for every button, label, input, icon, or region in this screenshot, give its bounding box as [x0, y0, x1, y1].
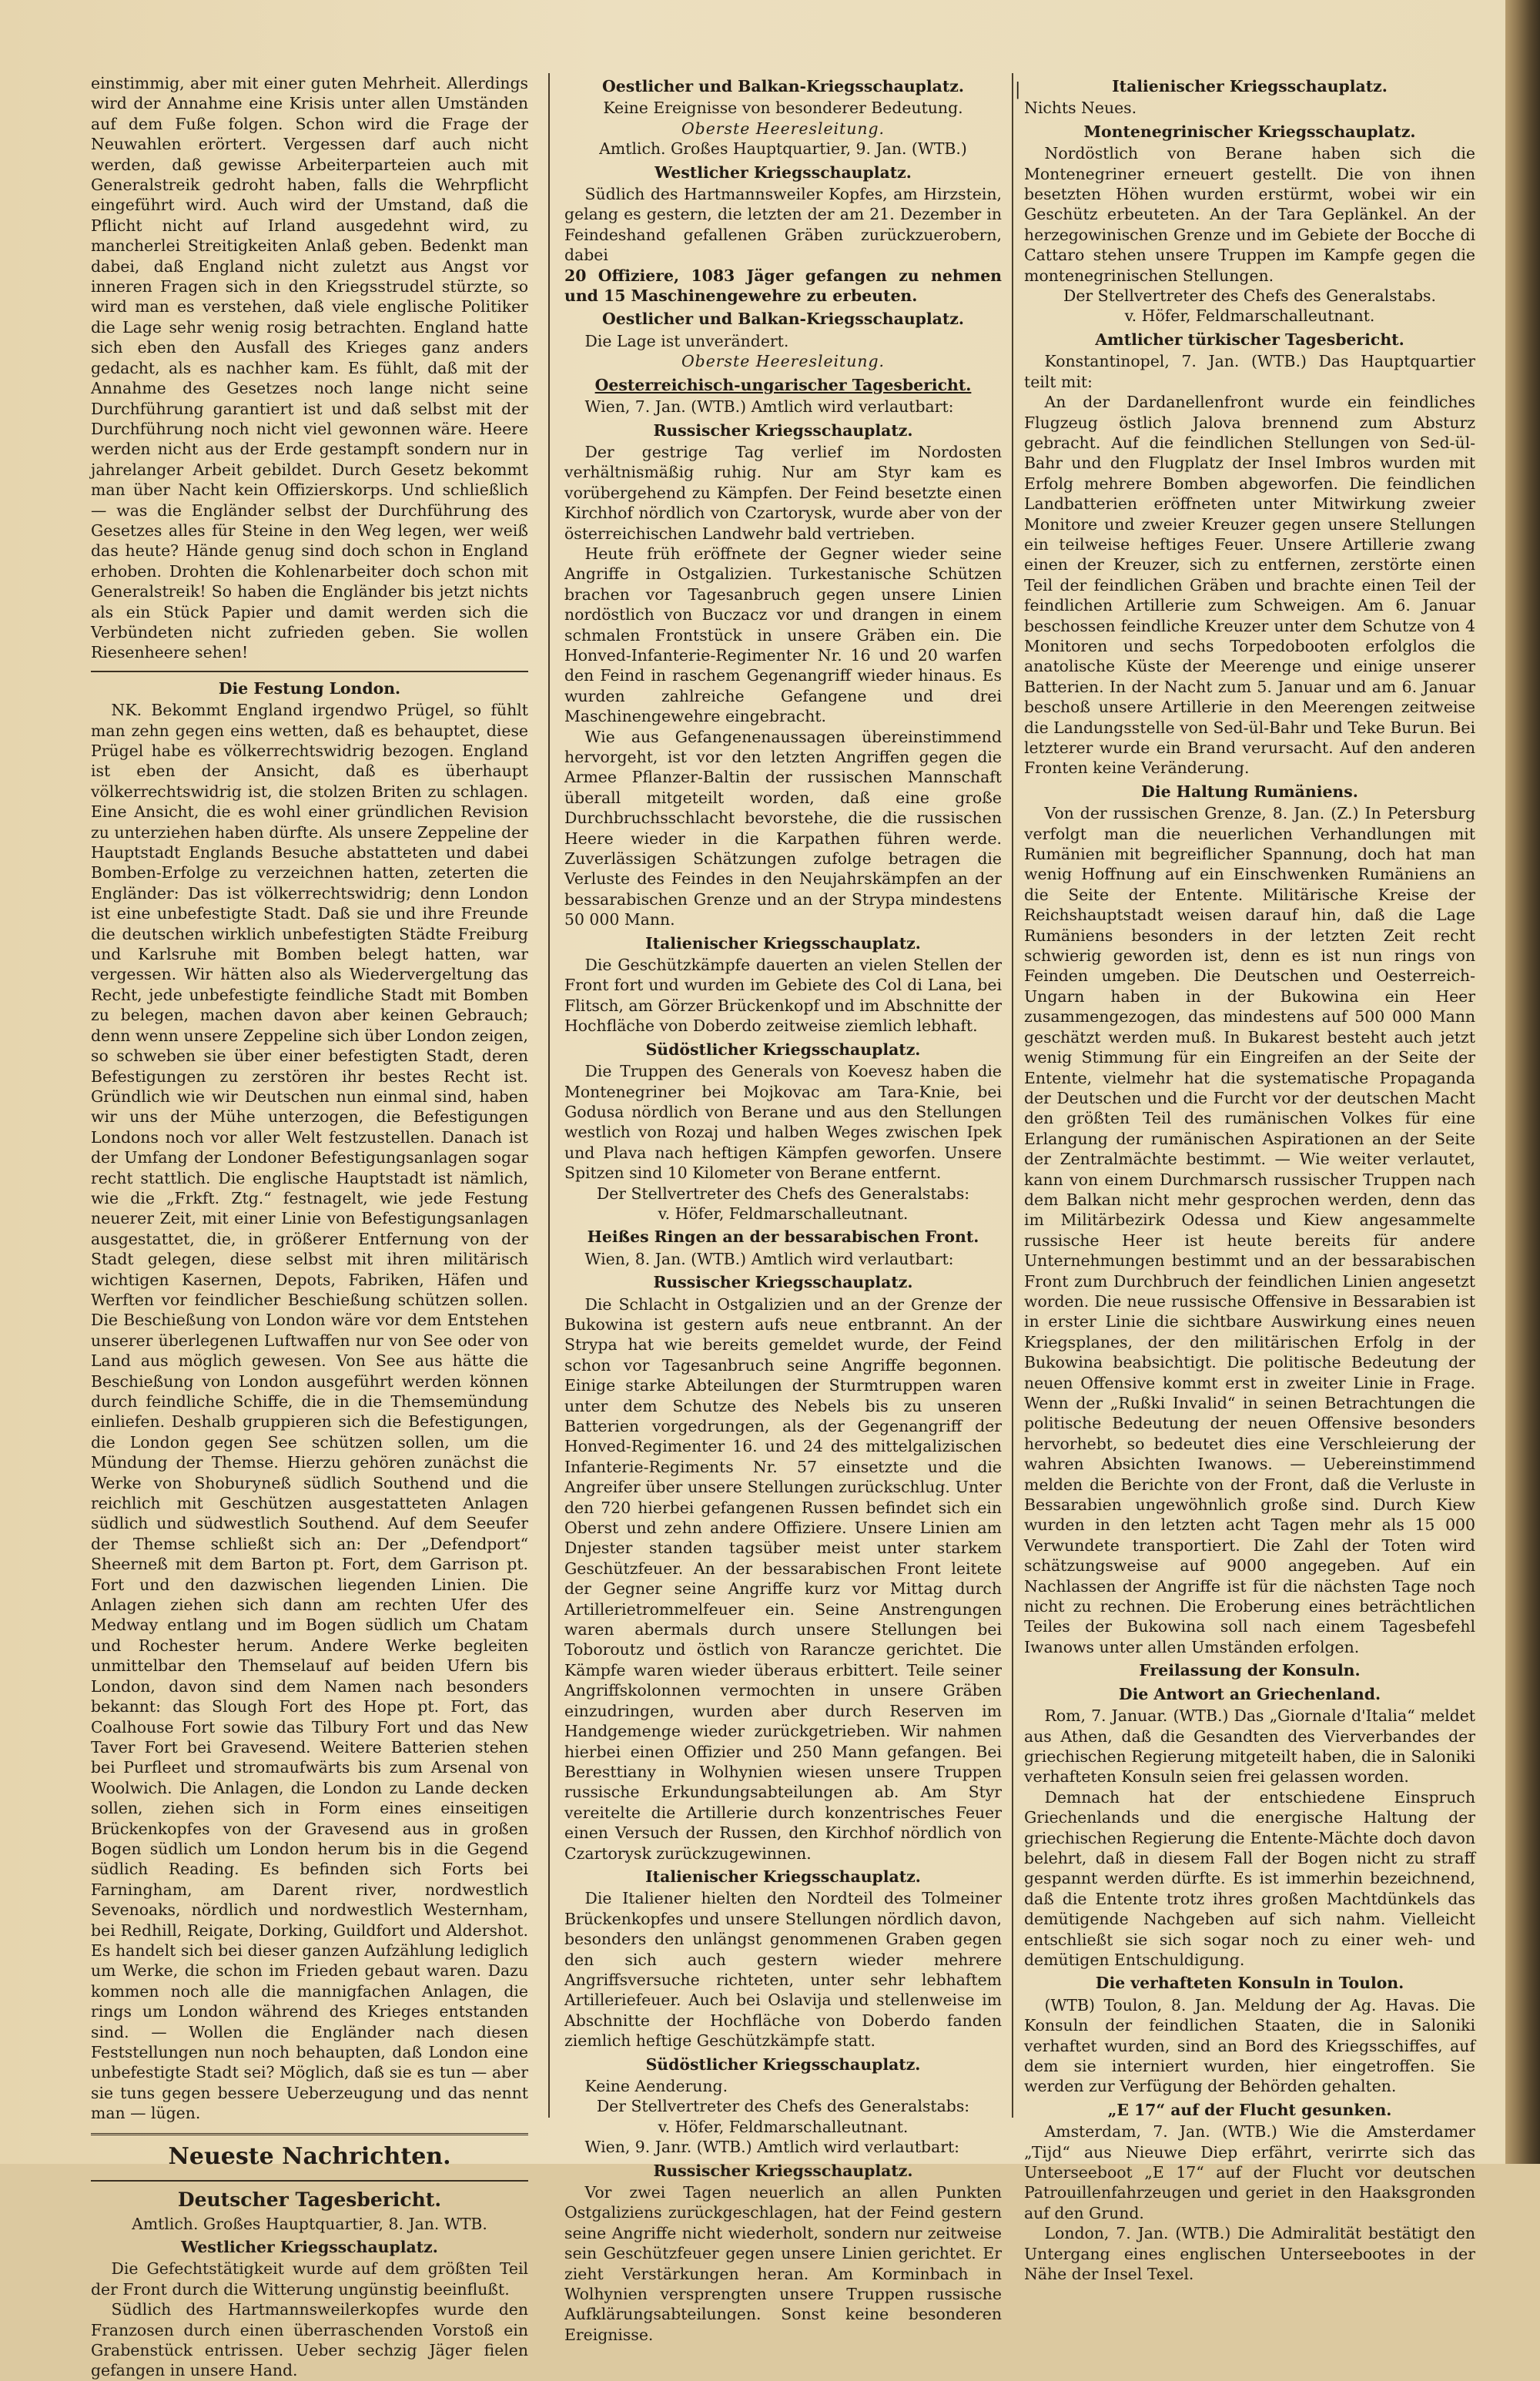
- column-2: [564, 73, 1002, 2344]
- dateline: Amtlich. Großes Hauptquartier, 8. Jan. WTB.: [132, 2214, 487, 2233]
- signature: Der Stellvertreter des Chefs des Generalstabs.: [1063, 286, 1436, 306]
- paragraph-bold: 20 Offiziere, 1083 Jäger gefangen zu nehmen und 15 Maschinengewehre zu erbeuten.: [564, 266, 1002, 306]
- headline-heisses-ringen: Heißes Ringen an der bessarabischen Front.: [587, 1227, 979, 1247]
- paragraph: Südlich des Hartmannsweilerkopfes wurde den Franzosen durch einen überraschenden Vorstoß ein Grabenstück entrissen. Ueber sechzig Jäger fielen gefangen in unsere Hand.: [91, 2300, 528, 2380]
- paragraph: Die Lage ist unverändert.: [584, 331, 789, 350]
- headline-freilassung-konsuln: Freilassung der Konsuln.: [1139, 1661, 1361, 1680]
- subhead-westlicher: Westlicher Kriegsschauplatz.: [181, 2238, 438, 2257]
- signature: v. Höfer, Feldmarschalleutnant.: [1124, 306, 1375, 326]
- paragraph: Die Truppen des Generals von Koevesz haben die Montenegriner bei Mojkovac am Tara-Knie, bei Godusa nördlich von Berane und aus den Stellungen westlich von Rozaj und halben Weges zwischen Ipek und Plava nach heftigen Kämpfen geworfen. Unsere Spitzen sind 10 Kilometer von Berane entfernt.: [564, 1062, 1002, 1183]
- column-1: [91, 73, 528, 2380]
- subhead-russischer: Russischer Kriegsschauplatz.: [653, 1273, 913, 1292]
- paragraph: Der gestrige Tag verlief im Nordosten verhältnismäßig ruhig. Nur am Styr kam es vorübergehend zu Kämpfen. Der Feind besetzte einen Kirchhof nördlich von Czartorysk, wurde aber von der österreichischen Landwehr bald vertrieben.: [564, 442, 1002, 543]
- headline-deutscher-tagesbericht: Deutscher Tagesbericht.: [177, 2188, 442, 2211]
- section-title-neueste-nachrichten: Neueste Nachrichten.: [168, 2142, 451, 2170]
- column-3: [1024, 73, 1475, 2284]
- signature: Oberste Heeresleitung.: [681, 119, 886, 138]
- divider: [91, 2133, 528, 2135]
- subhead-antwort-griechenland: Die Antwort an Griechenland.: [1118, 1684, 1381, 1703]
- dateline: Amtlich. Großes Hauptquartier, 9. Jan. (WTB.): [599, 139, 967, 159]
- subhead-italienischer: Italienischer Kriegsschauplatz.: [1112, 77, 1388, 95]
- subhead-suedoestlicher: Südöstlicher Kriegsschauplatz.: [645, 1040, 921, 1059]
- article-continuation: einstimmig, aber mit einer guten Mehrheit. Allerdings wird der Annahme eine Krisis unter allen Umständen auf dem Fuße folgen. Schon wird die Frage der Neuwahlen erörtert. Vergessen darf auch nicht werden, daß gewisse Arbeiterparteien auch mit Generalstreik gedroht haben, falls die Wehrpflicht eingeführt wird. Auch wird der Umstand, daß die Pflicht nicht auf Irland ausgedehnt wird, zu mancherlei Streitigkeiten Anlaß geben. Bedenkt man dabei, daß England nicht zuletzt aus Angst vor inneren Fragen sich in den Kriegsstrudel stürzte, so wird man es verstehen, daß viele englische Politiker die Lage sehr wenig rosig betrachten. England hatte sich eben den Ausfall des Krieges ganz anders gedacht, als es nachher kam. Es fühlt, daß mit der Annahme des Gesetzes noch lange nicht seine Durchführung garantiert ist und daß selbst mit der Durchführung noch nicht viel gewonnen wäre. Heere werden nicht aus der Erde gestampft sondern nur in jahrelanger Arbeit gebildet. Durch Gesetz bekommt man über Nacht kein Offizierskorps. Und schließlich — was die Engländer selbst der Durchführung des Gesetzes alles für Steine in den Weg legen, wer weiß das heute? Hände genug sind doch schon in England erhoben. Drohten die Kohlenarbeiter doch schon mit Generalstreik! So haben die Engländer bis jetzt nichts als ein Stück Papier und damit werden sich die Verbündeten nicht zufrieden geben. Sie wollen Riesenheere sehen!: [91, 74, 528, 662]
- headline-oesterreichisch: Oesterreichisch-ungarischer Tagesbericht.: [594, 375, 972, 394]
- paragraph: Südlich des Hartmannsweiler Kopfes, am Hirzstein, gelang es gestern, die letzten der am 21. Dezember in Feindeshand gefallenen Gräben zurückzuerobern, dabei: [564, 185, 1002, 265]
- paragraph: Vor zwei Tagen neuerlich an allen Punkten Ostgaliziens zurückgeschlagen, hat der Feind gestern seine Angriffe nicht wiederholt, sondern nur zeitweise sein Geschützfeuer gegen unsere Linien gerichtet. Er zieht Verstärkungen heran. Am Korminbach in Wolhynien versprengten unsere Truppen russische Aufklärungsabteilungen. Sonst keine besonderen Ereignisse.: [564, 2183, 1002, 2344]
- divider: [91, 2180, 528, 2182]
- column-rule-2: [1012, 73, 1013, 2118]
- paragraph: Die Gefechtstätigkeit wurde auf dem größten Teil der Front durch die Witterung ungünstig beeinflußt.: [91, 2259, 528, 2299]
- subhead-oestlicher: Oestlicher und Balkan-Kriegsschauplatz.: [601, 77, 964, 95]
- headline-tuerkischer-tagesbericht: Amtlicher türkischer Tagesbericht.: [1095, 330, 1404, 349]
- signature: v. Höfer, Feldmarschalleutnant.: [658, 2117, 909, 2136]
- paragraph: Von der russischen Grenze, 8. Jan. (Z.) In Petersburg verfolgt man die neuerlichen Verhandlungen mit Rumänien mit begreiflicher Spannung, doch hat man wenig Hoffnung auf ein Einschwenken Rumäniens an die Seite der Entente. Militärische Kreise der Reichshauptstadt weisen darauf hin, daß die Lage Rumäniens besonders in der letzten Zeit recht schwierig geworden ist, denn es ist nun rings von Feinden umgeben. Die Deutschen und Oesterreich-Ungarn haben in der Bukowina ein Heer zusammengezogen, das mindestens auf 500 000 Mann geschätzt werden muß. In Bukarest besteht auch jetzt wenig Stimmung für ein Eingreifen an der Seite der Entente, vielmehr hat die systematische Propaganda der Deutschen und die Furcht vor der deutschen Macht den größten Teil des rumänischen Volkes für eine Erlangung der rumänischen Aspirationen an der Seite der Zentralmächte bestimmt. — Wie weiter verlautet, kann von einem Durchmarsch russischer Truppen nach dem Balkan nicht mehr gesprochen werden, denn das im Militärbezirk Odessa und Kiew angesammelte russische Heer ist heute bereits für andere Unternehmungen bestimmt und an der bessarabischen Front zum Durchbruch der feindlichen Linien angesetzt worden. Die neue russische Offensive in Bessarabien ist in erster Linie die sichtbare Auswirkung eines neuen Kriegsplanes, der den militärischen Erfolg in der Bukowina beabsichtigt. Die politische Bedeutung der neuen Offensive kommt erst in zweiter Linie in Frage. Wenn der „Rußki Invalid“ in seinen Betrachtungen die politische Bedeutung der neuen Offensive besonders hervorhebt, so bedeutet dies eine Verschleierung der wahren Absichten Iwanows. — Uebereinstimmend melden die Berichte von der Front, daß die Verluste in Bessarabien ungewöhnlich große sind. Durch Kiew wurden in den letzten acht Tagen mehr als 15 000 Verwundete transportiert. Die Zahl der Toten wird schätzungsweise auf 9000 angegeben. Auf ein Nachlassen der Angriffe ist für die nächsten Tage noch nicht zu rechnen. Die Eroberung eines beträchtlichen Teiles der Bukowina soll nach einem Tagesbefehl Iwanows unter allen Umständen erfolgen.: [1024, 804, 1475, 1656]
- paragraph: London, 7. Jan. (WTB.) Die Admiralität bestätigt den Untergang eines englischen Unterseebootes in der Nähe der Insel Texel.: [1024, 2224, 1475, 2284]
- subhead-oestlicher: Oestlicher und Balkan-Kriegsschauplatz.: [601, 310, 964, 329]
- paragraph: Demnach hat der entschiedene Einspruch Griechenlands und die energische Haltung der griechischen Regierung die Entente-Mächte doch davon belehrt, daß in diesem Fall der Bogen nicht zu straff gespannt werden dürfte. Es ist immerhin bezeichnend, daß die Entente trotz ihres großen Machtdünkels das demütigende Nachgeben auf sich nahm. Vielleicht entschließt sie sich sogar noch zu einer weh- und demütigen Entschuldigung.: [1024, 1787, 1475, 1969]
- column-rule-1: [548, 73, 550, 2118]
- article-festung-london: NK. Bekommt England irgendwo Prügel, so fühlt man zehn gegen eins wetten, daß es behauptet, diese Prügel habe es völkerrechtswidrig bezogen. England ist eben der Ansicht, daß es überhaupt völkerrechtswidrig ist, die stolzen Briten zu schlagen. Eine Ansicht, die es wohl einer gründlichen Revision zu unterziehen haben dürfte. Als unsere Zeppeline der Hauptstadt Englands Besuche abstatteten und dabei Bomben-Erfolge zu verzeichnen hatten, zeterten die Engländer: Das ist völkerrechtswidrig; denn London ist eine unbefestigte Stadt. Daß sie und ihre Freunde die deutschen wirklich unbefestigten Städte Freiburg und Karlsruhe mit Bomben belegt hatten, war vergessen. Wir hätten also als Wiedervergeltung das Recht, jede unbefestigte feindliche Stadt mit Bomben zu belegen, machen davon aber keinen Gebrauch; denn wenn unsere Zeppeline sich über London zeigen, so schweben sie über einer befestigten Stadt, deren Befestigungen zu zerstören ihr bestes Recht ist. Gründlich wie wir Deutschen nun einmal sind, haben wir uns der Mühe unterzogen, die Befestigungen Londons noch vor aller Welt festzustellen. Danach ist der Umfang der Londoner Befestigungsanlagen sogar recht stattlich. Die englische Hauptstadt ist nämlich, wie die „Frkft. Ztg.“ festnagelt, wie jede Festung neuerer Zeit, mit einer Linie von Befestigungsanlagen ausgestattet, die, in größerer Entfernung von der Stadt gelegen, diese selbst mit ihren militärisch wichtigen Kasernen, Depots, Fabriken, Häfen und Werften vor feindlicher Beschießung schützen sollen. Die Beschießung von London wäre vor dem Entstehen unserer überlegenen Luftwaffen nur von See oder von Land aus möglich gewesen. Von See aus hätte die Beschießung von London ausgeführt werden können durch feindliche Schiffe, die in die Themsemündung einliefen. Deshalb gruppieren sich die Befestigungen, die London gegen See schützen sollen, um die Mündung der Themse. Hierzu gehören zunächst die Werke von Shoburyneß südlich Southend und die reichlich mit Geschützen ausgestatteten Anlagen südlich und südwestlich Southend. Auf dem Seeufer der Themse schließt sich an: Der „Defendport“ Sheerneß mit dem Barton pt. Fort, dem Garrison pt. Fort und den dazwischen liegenden Linien. Die Anlagen ziehen sich dann am rechten Ufer des Medway entlang und im Bogen südlich um Chatam und Rochester herum. Andere Werke begleiten unmittelbar den Themselauf auf beiden Ufern bis London, davon sind dem Namen nach besonders bekannt: das Slough Fort des Hope pt. Fort, das Coalhouse Fort sowie das Tilbury Fort und das New Taver Fort bei Gravesend. Weitere Batterien stehen bei Purfleet und stromaufwärts bis zum Arsenal von Woolwich. Die Anlagen, die London zu Lande decken sollen, ziehen sich in Form eines einseitigen Brückenkopfes von der Gravesend aus in großen Bogen südlich um London herum bis in die Gegend südlich Reading. Es befinden sich Forts bei Farningham, am Darent river, nordwestlich Sevenoaks, nördlich und nordwestlich Westernham, bei Redhill, Reigate, Dorking, Guildfort und Aldershot. Es handelt sich bei dieser ganzen Aufzählung lediglich um Werke, die schon im Frieden gebaut waren. Dazu kommen noch alle die mannigfachen Anlagen, die rings um London während des Krieges entstanden sind. — Wollen die Engländer nach diesen Feststellungen nun noch behaupten, daß London eine unbefestigte Stadt sei? Möglich, daß sie es tun — aber sie tuns gegen bessere Ueberzeugung und das nennt man — lügen.: [91, 701, 528, 2123]
- paragraph: An der Dardanellenfront wurde ein feindliches Flugzeug östlich Jalova brennend zum Absturz gebracht. Auf die feindlichen Stellungen von Sed-ül-Bahr und den Flugplatz der Insel Imbros wurden mit Erfolg mehrere Bomben abgeworfen. Die feindlichen Landbatterien eröffneten unter Mitwirkung zweier Monitore und zweier Kreuzer gegen unsere Stellungen ein teilweise heftiges Feuer. Unsere Artillerie zwang einen der Kreuzer, sich zu entfernen, zerstörte einen Teil der feindlichen Gräben und brachte einen Teil der feindlichen Artillerie zum Schweigen. Am 6. Januar beschossen feindliche Kreuzer unter dem Schutze von 4 Monitoren und sechs Torpedobooten erfolglos die anatolische Küste der Meerenge und einige unserer Batterien. In der Nacht zum 5. Januar und am 6. Januar beschoß unsere Artillerie in den Meerengen zeitweise die Landungsstelle von Sed-ül-Bahr und Teke Burun. Bei letzterer wurde ein Brand verursacht. Auf den anderen Fronten keine Veränderung.: [1024, 393, 1475, 778]
- subhead-westlicher: Westlicher Kriegsschauplatz.: [654, 162, 912, 182]
- paragraph: Amsterdam, 7. Jan. (WTB.) Wie die Amsterdamer „Tijd“ aus Nieuwe Diep erfährt, verirrte sich das Unterseeboot „E 17“ auf der Flucht vor deutschen Patrouillenfahrzeugen und geriet in den Haaksgronden auf den Grund.: [1024, 2122, 1475, 2222]
- paragraph: Nordöstlich von Berane haben sich die Montenegriner erneuert gestellt. Die von ihnen besetzten Höhen wurden erstürmt, wobei wir ein Geschütz erbeuteten. An der Tara Geplänkel. An der herzegowinischen Grenze und im Gebiete der Bocche di Cattaro stehen unsere Truppen im Kampfe gegen die montenegrinischen Stellungen.: [1024, 144, 1475, 285]
- paragraph: Wie aus Gefangenenaussagen übereinstimmend hervorgeht, ist vor den letzten Angriffen gegen die Armee Pflanzer-Baltin der russischen Mannschaft überall mitgeteilt worden, daß eine große Durchbruchsschlacht bevorstehe, die die russischen Heere wieder in die Karpathen führen werde. Zuverlässigen Schätzungen zufolge betragen die Verluste des Feindes in den Neujahrskämpfen an der bessarabischen Grenze und an der Strypa mindestens 50 000 Mann.: [564, 727, 1002, 929]
- signature: Oberste Heeresleitung.: [681, 352, 886, 371]
- subhead-italienischer: Italienischer Kriegsschauplatz.: [645, 1867, 921, 1886]
- paragraph: Die Italiener hielten den Nordteil des Tolmeiner Brückenkopfes und unsere Stellungen nördlich davon, besonders den unlängst genommenen Graben gegen den sich auch gestern wieder mehrere Angriffsversuche richteten, unter sehr lebhaftem Artilleriefeuer. Auch bei Oslavija und stellenweise im Abschnitte der Hochfläche von Doberdo fanden ziemlich heftige Geschützkämpfe statt.: [564, 1889, 1002, 2051]
- dateline: Wien, 8. Jan. (WTB.) Amtlich wird verlautbart:: [584, 1249, 954, 1268]
- headline-verhaftete-konsuln: Die verhafteten Konsuln in Toulon.: [1095, 1974, 1404, 1993]
- headline-festung-london: Die Festung London.: [218, 678, 401, 698]
- signature: Der Stellvertreter des Chefs des Generalstabs:: [596, 1184, 970, 1203]
- signature: Der Stellvertreter des Chefs des Generalstabs:: [596, 2097, 970, 2116]
- book-binding-edge: [1505, 0, 1540, 2164]
- signature: v. Höfer, Feldmarschalleutnant.: [658, 1204, 909, 1223]
- dateline: Wien, 7. Jan. (WTB.) Amtlich wird verlautbart:: [584, 397, 954, 417]
- subhead-russischer: Russischer Kriegsschauplatz.: [653, 2161, 913, 2180]
- subhead-italienischer: Italienischer Kriegsschauplatz.: [645, 933, 921, 953]
- paragraph: Rom, 7. Januar. (WTB.) Das „Giornale d'Italia“ meldet aus Athen, daß die Gesandten des Vierverbandes der griechischen Regierung mitgeteilt haben, die in Saloniki verhafteten Konsuln seien frei gelassen worden.: [1024, 1706, 1475, 1787]
- paragraph: (WTB) Toulon, 8. Jan. Meldung der Ag. Havas. Die Konsuln der feindlichen Staaten, die in Saloniki verhaftet wurden, sind an Bord des Kriegsschiffes, auf dem sie interniert wurden, hier eingetroffen. Sie werden zur Verfügung der Behörden gehalten.: [1024, 1995, 1475, 2096]
- headline-e17: „E 17“ auf der Flucht gesunken.: [1107, 2100, 1392, 2119]
- paragraph: Die Schlacht in Ostgalizien und an der Grenze der Bukowina ist gestern aufs neue entbrannt. An der Strypa hat wie bereits gemeldet wurde, der Feind schon vor Tagesanbruch seine Angriffe begonnen. Einige starke Abteilungen der Sturmtruppen waren unter dem Schutze des Nebels bis zu unseren Batterien vorgedrungen, als der Gegenangriff der Honved-Regimenter 16. und 24 des mittelgalizischen Infanterie-Regiments Nr. 57 einsetzte und die Angreifer über unsere Stellungen zurückschlug. Unter den 720 hierbei gefangenen Russen befindet sich ein Oberst und zehn andere Offiziere. Unsere Linien am Dnjester standen tagsüber meist unter starkem Geschützfeuer. An der bessarabischen Front leitete der Gegner seine Angriffe kurz vor Mittag durch Artillerietrommelfeuer ein. Seine Anstrengungen waren abermals durch unsere Stellungen bei Toboroutz und östlich von Rarancze gerichtet. Die Kämpfe waren wieder überaus erbittert. Teile seiner Angriffskolonnen vermochten in unsere Gräben einzudringen, wurden aber durch Reserven im Handgemenge wieder zurückgetrieben. Wir nahmen hierbei einen Offizier und 250 Mann gefangen. Bei Beresttiany in Wolhynien wiesen unsere Truppen russische Erkundungsabteilungen ab. Am Styr vereitelte die Artillerie durch konzentrisches Feuer einen Versuch der Russen, den Kirchhof nördlich von Czartorysk zurückzugewinnen.: [564, 1294, 1002, 1863]
- subhead-montenegrinischer: Montenegrinischer Kriegsschauplatz.: [1083, 122, 1416, 141]
- paragraph: Heute früh eröffnete der Gegner wieder seine Angriffe in Ostgalizien. Turkestanische Schützen brachen vor Tagesanbruch gegen unsere Linien nordöstlich von Buczacz vor und drangen in einem schmalen Frontstück in unsere Gräben ein. Die Honved-Infanterie-Regimenter Nr. 16 und 20 warfen den Feind in raschem Gegenangriff wieder hinaus. Es wurden zahlreiche Gefangene und drei Maschinengewehre eingebracht.: [564, 544, 1002, 726]
- paragraph: Die Geschützkämpfe dauerten an vielen Stellen der Front fort und wurden im Gebiete des Col di Lana, bei Flitsch, am Görzer Brückenkopf und im Abschnitte der Hochfläche von Doberdo zeitweise ziemlich lebhaft.: [564, 956, 1002, 1036]
- divider: [91, 671, 528, 672]
- paragraph: Nichts Neues.: [1024, 99, 1137, 118]
- dateline: Wien, 9. Janr. (WTB.) Amtlich wird verlautbart:: [584, 2138, 960, 2157]
- dateline: Konstantinopel, 7. Jan. (WTB.) Das Hauptquartier teilt mit:: [1024, 352, 1475, 391]
- subhead-suedoestlicher: Südöstlicher Kriegsschauplatz.: [645, 2054, 921, 2074]
- page-mark: |: [1015, 80, 1021, 99]
- headline-haltung-rumaeniens: Die Haltung Rumäniens.: [1141, 782, 1358, 801]
- subhead-russischer: Russischer Kriegsschauplatz.: [653, 420, 913, 440]
- paragraph: Keine Aenderung.: [584, 2077, 728, 2095]
- paragraph: Keine Ereignisse von besonderer Bedeutung.: [603, 99, 963, 118]
